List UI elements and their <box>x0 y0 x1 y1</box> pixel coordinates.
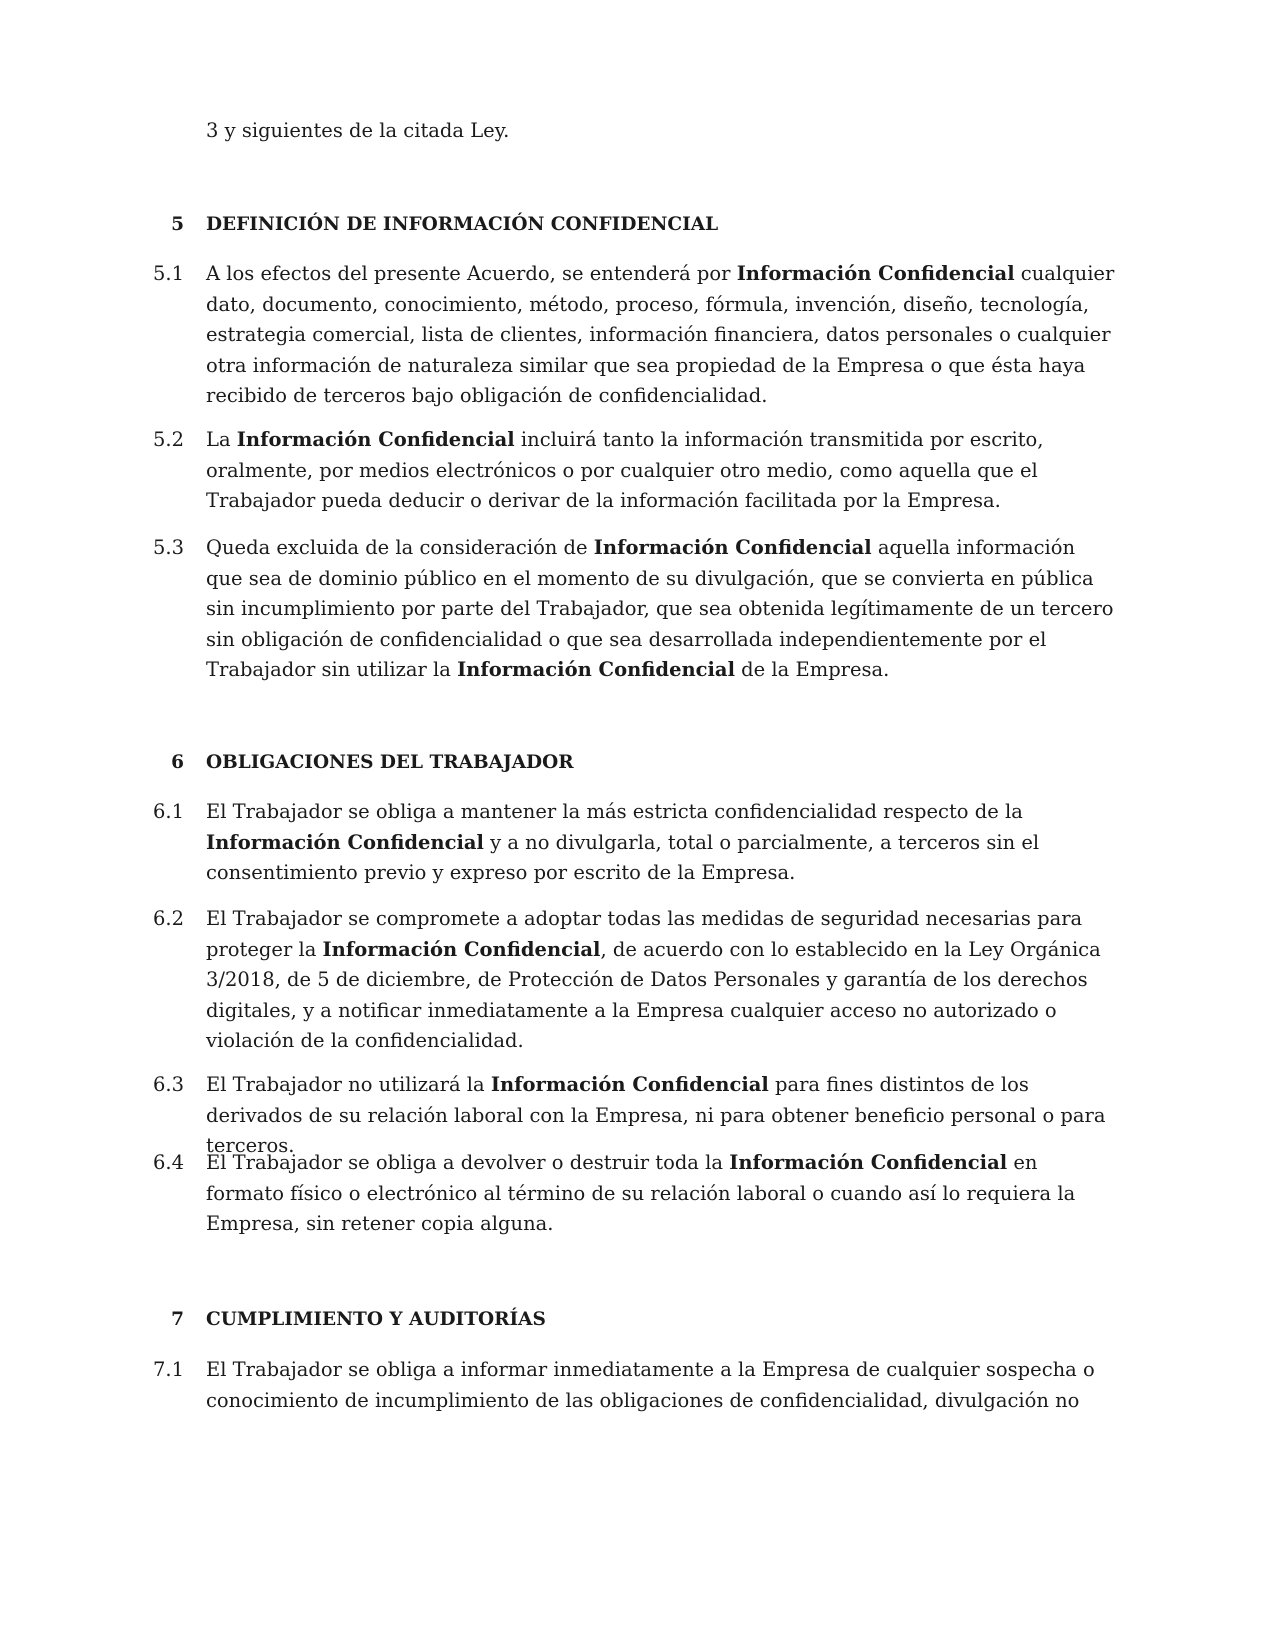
section-number: 5 <box>171 214 184 235</box>
defined-term: Información Confidencial <box>736 262 1015 285</box>
clause-text-run: aquella información que sea de dominio público en el momento de su divulgación, que se convierta en pública sin incumplimiento por parte del Trabajador, que sea obtenida legítimamente de un tercero sin obligación de confidencialidad o que sea desarrollada independientemente por el Trabajador sin utilizar la <box>206 536 1114 681</box>
section-title: CUMPLIMIENTO Y AUDITORÍAS <box>206 1309 546 1330</box>
clause-number: 5.3 <box>152 536 184 559</box>
clause-text-run: El Trabajador se obliga a devolver o destruir toda la <box>206 1151 730 1174</box>
clause-text-run: El Trabajador se obliga a mantener la más estricta confidencialidad respecto de la <box>206 800 1023 823</box>
continuation-paragraph: 3 y siguientes de la citada Ley. <box>206 119 510 142</box>
defined-term: Información Confidencial <box>729 1151 1008 1174</box>
clause-number: 7.1 <box>152 1358 184 1381</box>
clause-text <box>206 1355 1116 1416</box>
defined-term: Información Confidencial <box>322 937 601 961</box>
clause-text-run: incluirá tanto la información transmitida por escrito, oralmente, por medios electrónicos o por cualquier otro medio, como aquella que el Trabajador pueda deducir o derivar de la información facilitada por la Empresa. <box>206 428 1044 512</box>
defined-term: Información Confidencial <box>457 658 735 681</box>
clause-text-run: , de acuerdo con lo establecido en la Ley Orgánica 3/2018, de 5 de diciembre, de Protección de Datos Personales y garantía de los derechos digitales, y a notificar inmediatamente a la Empresa cualquier acceso no autorizado o violación de la confidencialidad. <box>206 937 1101 1052</box>
clause-text-run: en formato físico o electrónico al término de su relación laboral o cuando así lo requiera la Empresa, sin retener copia alguna. <box>206 1151 1076 1235</box>
defined-term: Información Confidencial <box>490 1073 769 1096</box>
clause-text-run: de la Empresa. <box>734 658 890 681</box>
clause-text-run: Queda excluida de la consideración de <box>206 536 594 559</box>
clause-number: 6.1 <box>152 800 184 823</box>
section-number: 6 <box>171 752 184 773</box>
clause-text <box>206 425 1116 517</box>
clause-text-run: El Trabajador se compromete a adoptar todas las medidas de seguridad necesarias para proteger la <box>206 907 1083 961</box>
section-title: OBLIGACIONES DEL TRABAJADOR <box>206 752 574 773</box>
section-number: 7 <box>171 1309 184 1330</box>
clause-text <box>206 904 1116 1057</box>
clause-text-run: A los efectos del presente Acuerdo, se entenderá por <box>206 262 737 285</box>
section-title: DEFINICIÓN DE INFORMACIÓN CONFIDENCIAL <box>206 214 719 235</box>
clause-text-run: La <box>206 428 237 451</box>
clause-number: 6.2 <box>152 907 184 930</box>
clause-text-run: El Trabajador se obliga a informar inmediatamente a la Empresa de cualquier sospecha o conocimiento de incumplimiento de las obligaciones de confidencialidad, divulgación no <box>206 1358 1095 1412</box>
defined-term: Información Confidencial <box>206 830 484 854</box>
clause-number: 5.1 <box>152 262 184 285</box>
clause-number: 5.2 <box>152 428 184 451</box>
clause-text-run: El Trabajador no utilizará la <box>206 1073 491 1096</box>
clause-number: 6.3 <box>152 1073 184 1096</box>
clause-text-run: y a no divulgarla, total o parcialmente, a terceros sin el consentimiento previo y expreso por escrito de la Empresa. <box>206 830 1040 884</box>
clause-text <box>206 1148 1116 1240</box>
clause-text <box>206 259 1116 412</box>
clause-number: 6.4 <box>152 1151 184 1174</box>
clause-text-run: cualquier dato, documento, conocimiento, método, proceso, fórmula, invención, diseño, tecnología, estrategia comercial, lista de clientes, información financiera, datos personales o cualquier otra información de naturaleza similar que sea propiedad de la Empresa o que ésta haya recibido de terceros bajo obligación de confidencialidad. <box>206 262 1115 407</box>
clause-text <box>206 533 1116 686</box>
clause-text-run: para fines distintos de los derivados de su relación laboral con la Empresa, ni para obtener beneficio personal o para terceros. <box>206 1073 1106 1157</box>
clause-text <box>206 797 1116 889</box>
defined-term: Información Confidencial <box>593 536 872 559</box>
defined-term: Información Confidencial <box>236 428 515 451</box>
